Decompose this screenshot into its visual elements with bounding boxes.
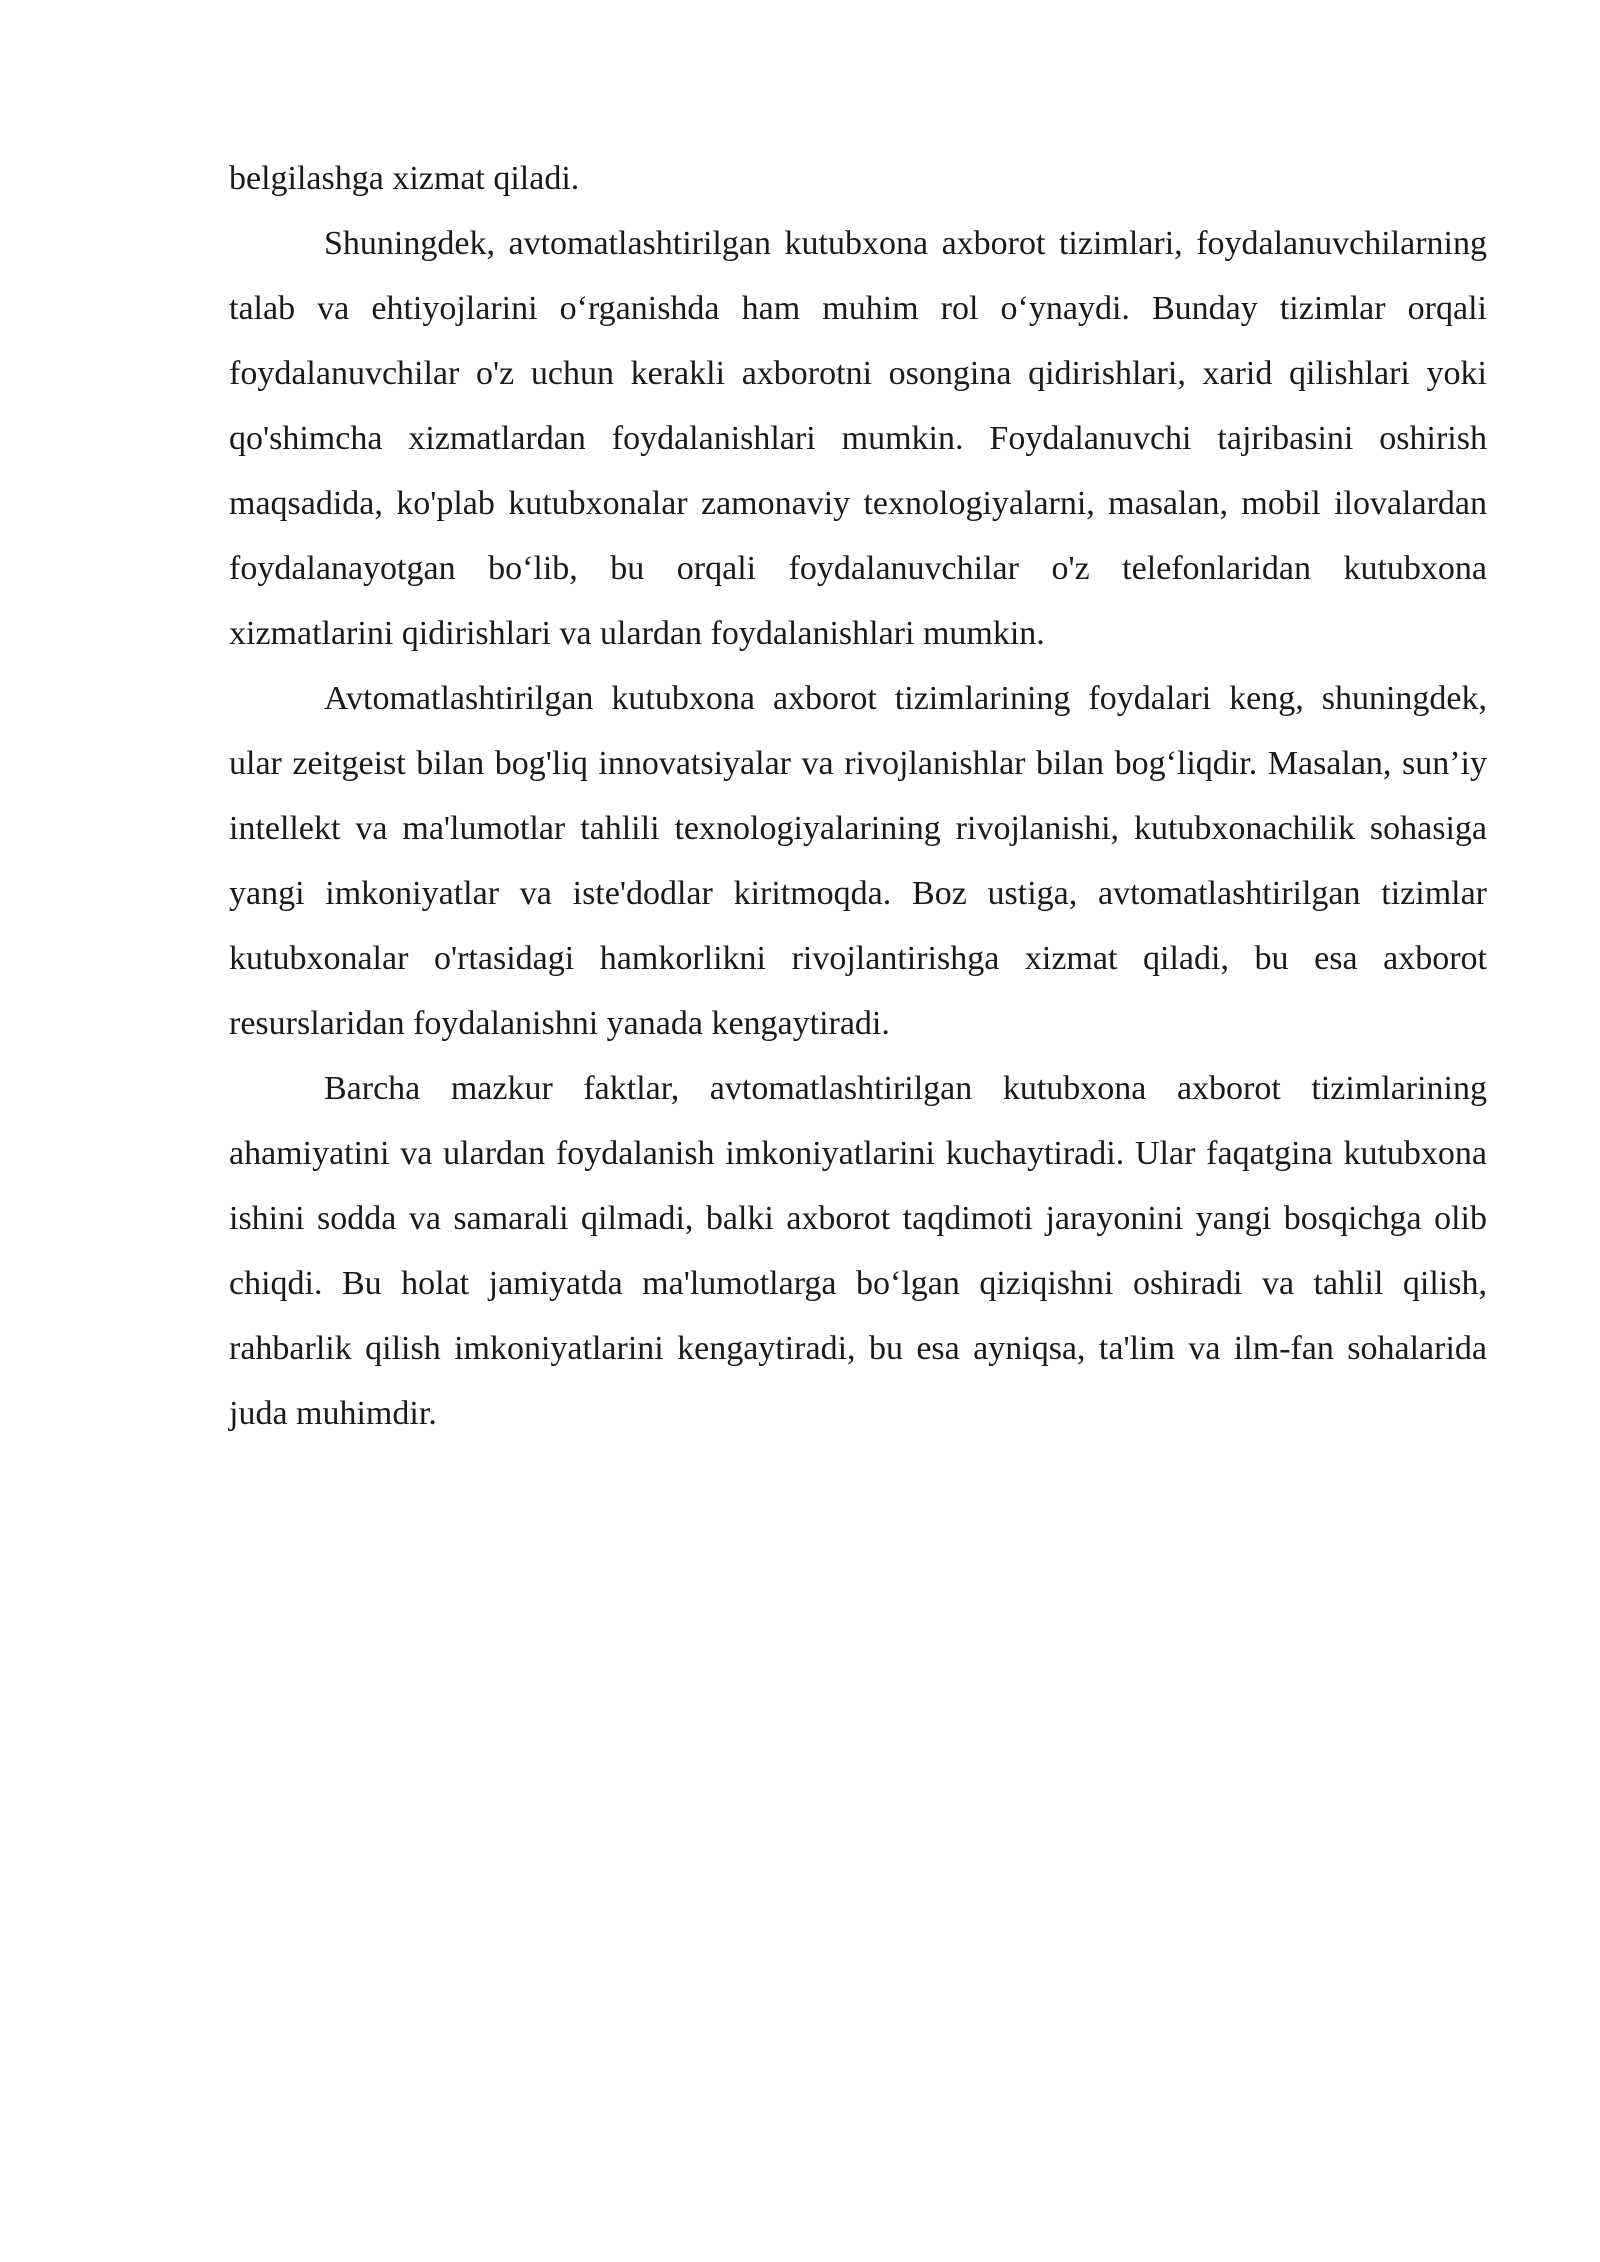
- paragraph-user-needs: Shuningdek, avtomatlashtirilgan kutubxona axborot tizimlari, foydalanuvchilarning talab va ehtiyojlarini o‘rganishda ham muhim rol o‘ynaydi. Bunday tizimlar orqali foydalanuvchilar o'z uchun kerakli axborotni osongina qidirishlari, xarid qilishlari yoki qo'shimcha xizmatlardan foydalanishlari mumkin. Foydalanuvchi tajribasini oshirish maqsadida, ko'plab kutubxonalar zamonaviy texnologiyalarni, masalan, mobil ilovalardan foydalanayotgan bo‘lib, bu orqali foydalanuvchilar o'z telefonlaridan kutubxona xizmatlarini qidirishlari va ulardan foydalanishlari mumkin.: [229, 225, 1487, 652]
- paragraph-conclusion: Barcha mazkur faktlar, avtomatlashtirilgan kutubxona axborot tizimlarining ahamiyatini va ulardan foydalanish imkoniyatlarini kuchaytiradi. Ular faqatgina kutubxona ishini sodda va samarali qilmadi, balki axborot taqdimoti jarayonini yangi bosqichga olib chiqdi. Bu holat jamiyatda ma'lumotlarga bo‘lgan qiziqishni oshiradi va tahlil qilish, rahbarlik qilish imkoniyatlarini kengaytiradi, bu esa ayniqsa, ta'lim va ilm-fan sohalarida juda muhimdir.: [229, 1070, 1487, 1432]
- paragraph-continuation: belgilashga xizmat qiladi.: [229, 160, 580, 197]
- paragraph-benefits: Avtomatlashtirilgan kutubxona axborot tizimlarining foydalari keng, shuningdek, ular zeitgeist bilan bog'liq innovatsiyalar va rivojlanishlar bilan bog‘liqdir. Masalan, sun’iy intellekt va ma'lumotlar tahlili texnologiyalarining rivojlanishi, kutubxonachilik sohasiga yangi imkoniyatlar va iste'dodlar kiritmoqda. Boz ustiga, avtomatlashtirilgan tizimlar kutubxonalar o'rtasidagi hamkorlikni rivojlantirishga xizmat qiladi, bu esa axborot resurslaridan foydalanishni yanada kengaytiradi.: [229, 680, 1487, 1042]
- document-page: [229, 146, 1487, 1446]
